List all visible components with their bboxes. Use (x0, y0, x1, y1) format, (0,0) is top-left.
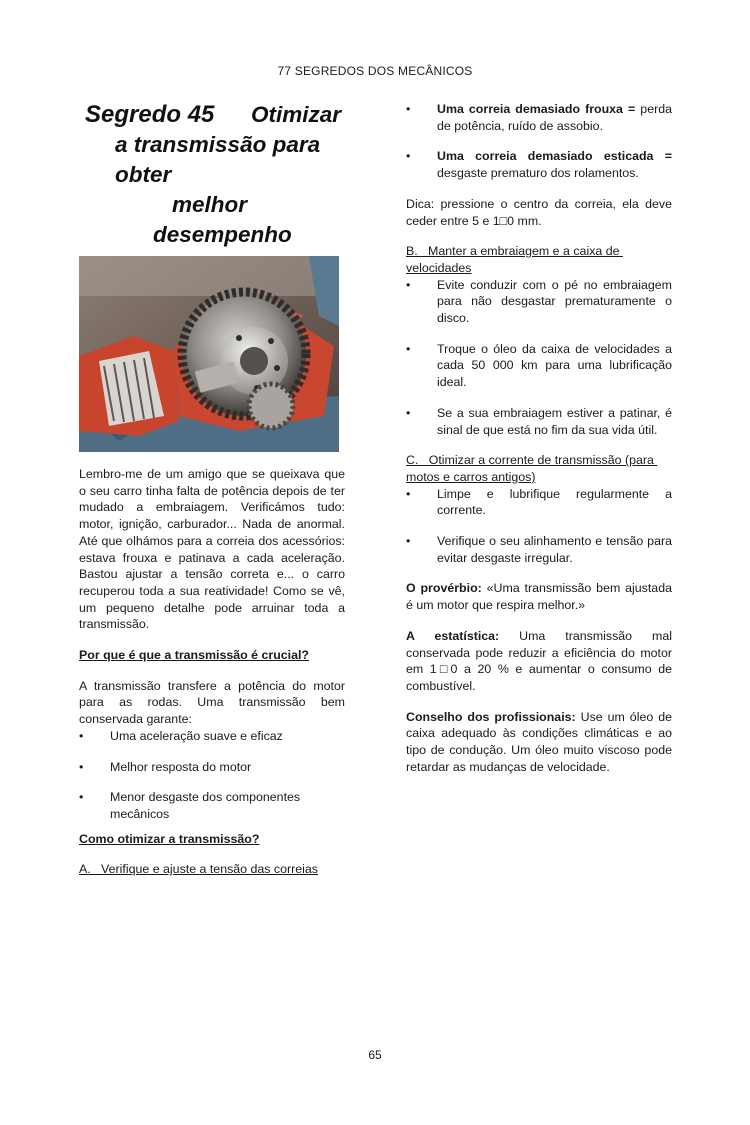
clutch-gearbox-list (406, 277, 672, 439)
why-paragraph: A transmissão transfere a potência do motor para as rodas. Uma transmissão bem conservada garante: (79, 678, 345, 727)
section-a-heading: A. Verifique e ajuste a tensão das correias (79, 862, 319, 877)
list-item: • Uma aceleração suave e eficaz (79, 728, 345, 745)
differential-gear-photo (79, 256, 339, 452)
list-item: • Se a sua embraiagem estiver a patinar, é sinal de que está no fim da sua vida útil. (406, 405, 672, 438)
bullet-text: perda de potência, ruído de assobio. (437, 102, 672, 133)
list-item: • Menor desgaste dos componentes mecânicos (79, 789, 345, 822)
list-item: • Troque o óleo da caixa de velocidades a cada 50 000 km para uma lubrificação ideal. (406, 341, 672, 391)
title-line-2: a transmissão para (115, 132, 321, 157)
chapter-title (79, 100, 345, 250)
advice-label: Conselho dos profissionais: (406, 709, 576, 724)
left-column (79, 100, 345, 878)
bullet-bold-lead: Uma correia demasiado frouxa = (437, 102, 636, 116)
bullet-text: desgaste prematuro dos rolamentos. (437, 166, 639, 181)
why-heading: Por que é que a transmissão é crucial? (79, 648, 310, 663)
advice-paragraph (406, 709, 672, 776)
section-b-heading: B. Manter a embraiagem e a caixa de velocidades (406, 244, 623, 275)
statistic-paragraph (406, 628, 672, 695)
list-item (406, 148, 672, 181)
tip-paragraph: Dica: pressione o centro da correia, ela deve ceder entre 5 e 1□0 mm. (406, 196, 672, 228)
statistic-label: A estatística: (406, 628, 500, 643)
list-item: • Limpe e lubrifique regularmente a corrente. (406, 486, 672, 519)
list-item: • Melhor resposta do motor (79, 759, 345, 776)
right-column (406, 101, 672, 776)
title-line-3: obter (115, 162, 172, 187)
bullet-bold-lead: Uma correia demasiado esticada = (437, 149, 672, 164)
title-line-1: Otimizar (251, 102, 342, 127)
proverb-label: O provérbio: (406, 581, 482, 596)
list-item: • Verifique o seu alinhamento e tensão para evitar desgaste irregular. (406, 533, 672, 566)
list-item: • Evite conduzir com o pé no embraiagem para não desgastar prematuramente o disco. (406, 277, 672, 327)
list-item (406, 101, 672, 134)
proverb-text: «Uma transmissão bem ajustada é um motor que respira melhor.» (406, 581, 672, 613)
how-heading: Como otimizar a transmissão? (79, 831, 260, 846)
proverb-paragraph (406, 580, 672, 613)
running-header: 77 SEGREDOS DOS MECÂNICOS (277, 64, 473, 78)
belt-tension-list (406, 101, 672, 182)
why-bullet-list (79, 728, 345, 823)
page-number: 65 (368, 1048, 382, 1062)
title-line-5: desempenho (153, 222, 292, 247)
title-secret-number: Segredo 45 (85, 101, 215, 128)
statistic-text: Uma transmissão mal conservada pode reduzir a eficiência do motor em 1□0 a 20 % e aumentar o consumo de combustível. (406, 628, 672, 693)
advice-text: Use um óleo de caixa adequado às condições climáticas e ao tipo de condução. Um óleo muito viscoso pode retardar as mudanças de velocidade. (406, 709, 672, 774)
chain-list (406, 486, 672, 567)
title-line-4: melhor (172, 192, 248, 217)
section-c-heading: C. Otimizar a corrente de transmissão (para motos e carros antigos) (406, 453, 658, 484)
intro-paragraph: Lembro-me de um amigo que se queixava que o seu carro tinha falta de potência depois de ter mudado a embraiagem. Verificámos tudo: motor, ignição, carburador... Nada de anormal. Até que olhámos para a correia dos acessórios: estava frouxa e patinava a cada aceleração. Bastou ajustar a tensão correta e... o carro recuperou toda a sua reatividade! Como se vê, um pequeno detalhe pode arruinar toda a transmissão. (79, 467, 345, 632)
